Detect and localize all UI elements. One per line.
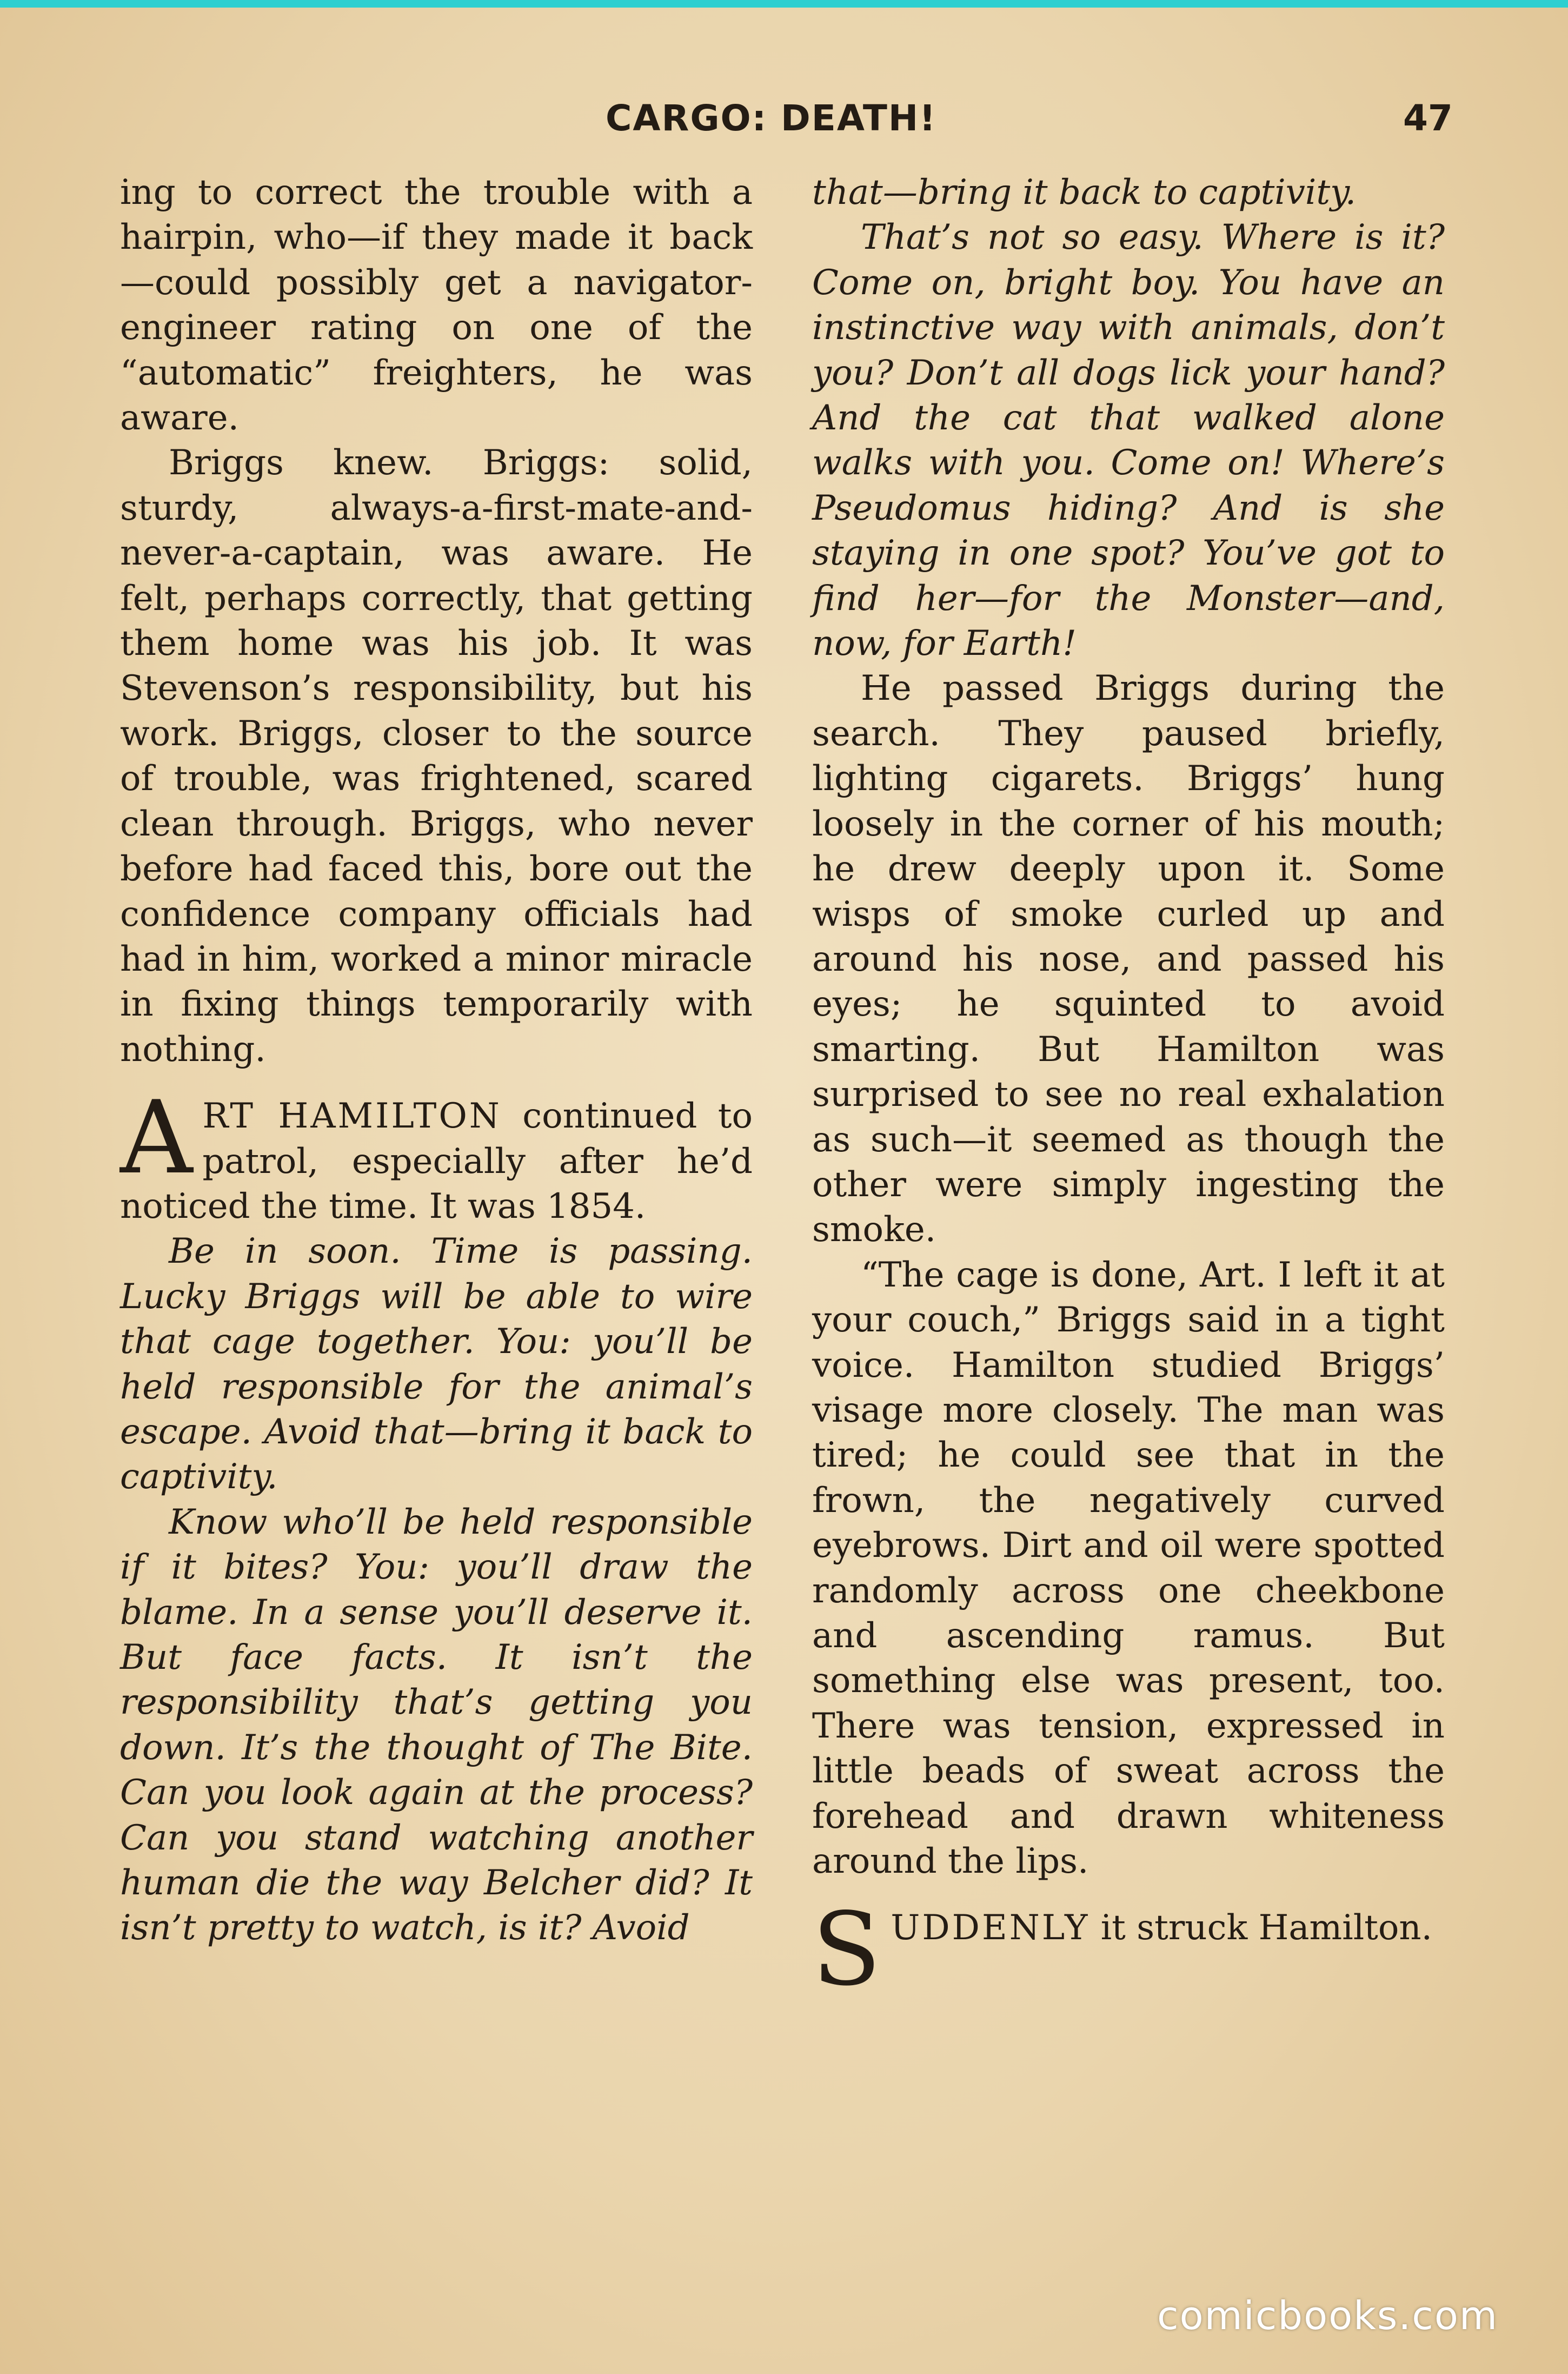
page-number: 47	[1403, 97, 1453, 139]
left-paragraph-4: Be in soon. Time is passing. Lucky Briggs will be able to wire that cage together. You: you’ll be held responsible for the animal’s escape. Avoid that—bring it back to captivity.	[120, 1231, 753, 1497]
left-paragraph-3	[120, 1079, 753, 1229]
right-paragraph-2: That’s not so easy. Where is it? Come on, bright boy. You have an instinctive way with animals, don’t you? Don’t all dogs lick your hand? And the cat that walked alone walks with you. Come on! Where’s Pseudomus hiding? And is she staying in one spot? You’ve got to find her—for the Monster—and, now, for Earth!	[812, 217, 1445, 664]
left-paragraph-5: Know who’ll be held responsible if it bites? You: you’ll draw the blame. In a sense you’ll deserve it. But face facts. It isn’t the responsibility that’s getting you down. It’s the thought of The Bite. Can you look again at the process? Can you stand watching another human die the way Belcher did? It isn’t pretty to watch, is it? Avoid	[120, 1502, 753, 1948]
watermark: comicbooks.com	[1157, 2293, 1499, 2338]
right-paragraph-5	[812, 1891, 1445, 2008]
left-column	[120, 170, 753, 1951]
left-paragraph-2: Briggs knew. Briggs: solid, sturdy, always-a-first-mate-and-never-a-captain, was aware. He felt, perhaps correctly, that getting them home was his job. It was Stevenson’s responsibility, but his work. Briggs, closer to the source of trouble, was frightened, scared clean through. Briggs, who never before had faced this, bore out the confidence company officials had had in him, worked a minor miracle in fixing things temporarily with nothing.	[120, 443, 753, 1070]
top-color-band	[0, 0, 1568, 8]
right-paragraph-3: He passed Briggs during the search. They paused briefly, lighting cigarets. Briggs’ hung loosely in the corner of his mouth; he drew deeply upon it. Some wisps of smoke curled up and around his nose, and passed his eyes; he squinted to avoid smarting. But Hamilton was surprised to see no real exhalation as such—it seemed as though the other were simply ingesting the smoke.	[812, 668, 1445, 1250]
right-paragraph-4: “The cage is done, Art. I left it at your couch,” Briggs said in a tight voice. Hamilton studied Briggs’ visage more closely. The man was tired; he could see that in the frown, the negatively curved eyebrows. Dirt and oil were spotted randomly across one cheekbone and ascending ramus. But something else was present, too. There was tension, expressed in little beads of sweat across the forehead and drawn whiteness around the lips.	[812, 1255, 1445, 1882]
paragraph-text: continued to patrol, especially after he’d noticed the time. It was 1854.	[120, 1096, 753, 1226]
running-header	[0, 97, 1568, 151]
small-caps-lead: UDDENLY	[891, 1908, 1090, 1948]
paragraph-text: it struck Hamilton.	[1089, 1908, 1432, 1948]
drop-cap-s: S	[812, 1891, 881, 2008]
right-column	[812, 170, 1445, 2008]
small-caps-lead: RT HAMILTON	[202, 1096, 502, 1137]
running-title: CARGO: DEATH!	[606, 97, 937, 139]
drop-cap-a: A	[120, 1079, 193, 1197]
left-paragraph-1: ing to correct the trouble with a hairpin, who—if they made it back—could possibly get a navigator-engineer rating on one of the “automatic” freighters, he was aware.	[120, 173, 753, 439]
right-paragraph-1: that—bring it back to captivity.	[812, 173, 1357, 213]
